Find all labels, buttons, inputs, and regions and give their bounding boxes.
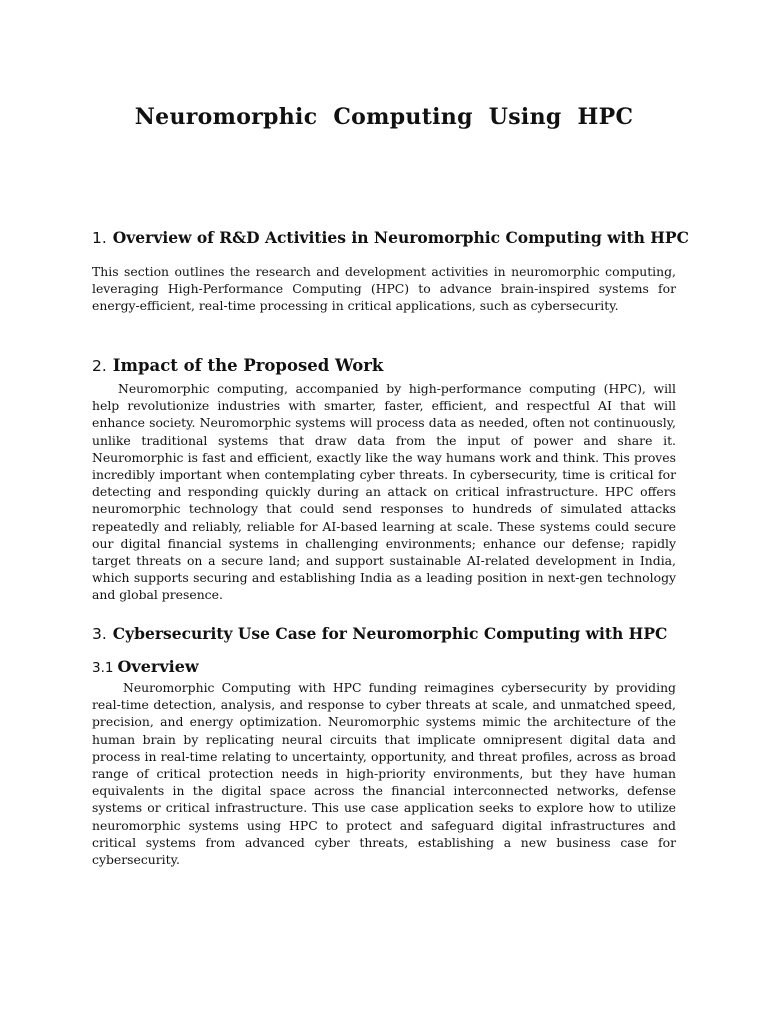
section-2-heading — [92, 356, 383, 375]
section-3-title: Cybersecurity Use Case for Neuromorphic Computing with HPC — [112, 624, 668, 643]
section-2-number: 2. — [92, 357, 107, 375]
section-3-heading — [92, 624, 667, 643]
section-2-paragraph: Neuromorphic computing, accompanied by high-performance computing (HPC), will help revolutionize industries with smarter, faster, efficient, and respectful AI that will enhance society. Neuromorphic systems will process data as needed, often not continuously, unlike traditional systems that draw data from the input of power and share it. Neuromorphic is fast and efficient, exactly like the way humans work and think. This proves incredibly important when contemplating cyber threats. In cybersecurity, time is critical for detecting and responding quickly during an attack on critical infrastructure. HPC offers neuromorphic technology that could send responses to hundreds of simulated attacks repeatedly and reliably, reliable for AI-based learning at scale. These systems could secure our digital financial systems in challenging environments; enhance our defense; rapidly target threats on a secure land; and support sustainable AI-related development in India, which supports securing and establishing India as a leading position in next-gen technology and global presence. — [92, 381, 676, 603]
section-1-paragraph: This section outlines the research and development activities in neuromorphic computing, leveraging High-Performance Computing (HPC) to advance brain-inspired systems for energy-efficient, real-time processing in critical applications, such as cybersecurity. — [92, 264, 676, 314]
section-1-title: Overview of R&D Activities in Neuromorphic Computing with HPC — [112, 228, 689, 247]
section-1-number: 1. — [92, 229, 107, 247]
section-2-title: Impact of the Proposed Work — [112, 356, 384, 375]
subsection-3-1-number: 3.1 — [92, 660, 114, 676]
subsection-3-1-heading — [92, 657, 199, 676]
document-title: Neuromorphic Computing Using HPC — [134, 104, 634, 130]
subsection-3-1-title: Overview — [117, 657, 199, 676]
section-1-heading — [92, 228, 689, 247]
subsection-3-1-paragraph: Neuromorphic Computing with HPC funding reimagines cybersecurity by providing real-time detection, analysis, and response to cyber threats at scale, and unmatched speed, precision, and energy optimization. Neuromorphic systems mimic the architecture of the human brain by replicating neural circuits that implicate omnipresent digital data and process in real-time relating to uncertainty, opportunity, and threat profiles, across as broad range of critical protection needs in high-priority environments, but they have human equivalents in the digital space across the financial interconnected networks, defense systems or critical infrastructure. This use case application seeks to explore how to utilize neuromorphic systems using HPC to protect and safeguard digital infrastructures and critical systems from advanced cyber threats, establishing a new business case for cybersecurity. — [92, 680, 676, 868]
section-3-number: 3. — [92, 625, 107, 643]
